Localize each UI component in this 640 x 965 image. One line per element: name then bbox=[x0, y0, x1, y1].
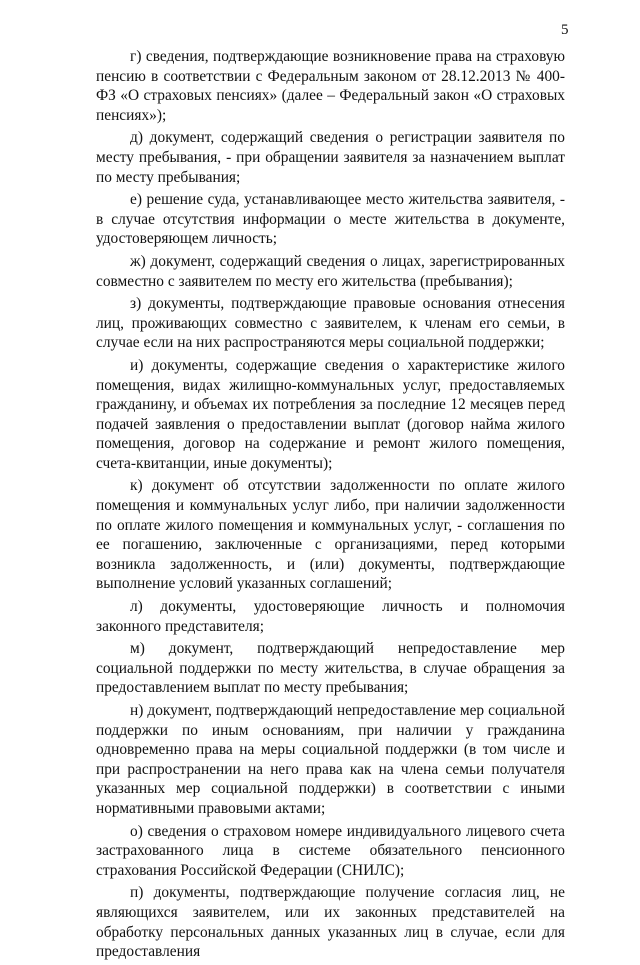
paragraph-g: г) сведения, подтверждающие возникновение права на страховую пенсию в соответствии с Федеральным законом от 28.12.2013 № 400-ФЗ «О страховых пенсиях» (далее – Федеральный закон «О страховых пенсиях»); bbox=[96, 48, 565, 124]
paragraph-m: м) документ, подтверждающий непредоставление мер социальной поддержки по месту жительства, в случае обращения за предоставлением выплат по месту пребывания; bbox=[96, 640, 565, 697]
paragraph-k: к) документ об отсутствии задолженности по оплате жилого помещения и коммунальных услуг либо, при наличии задолженности по оплате жилого помещения и коммунальных услуг, - соглашения по ее погашению, заключенные с организациями, перед которыми возникла задолженность, и (или) документы, подтверждающие выполнение условий указанных соглашений; bbox=[96, 477, 565, 593]
paragraph-zh: ж) документ, содержащий сведения о лицах, зарегистрированных совместно с заявителем по месту его жительства (пребывания); bbox=[96, 252, 565, 290]
paragraph-n: н) документ, подтверждающий непредоставление мер социальной поддержки по иным основаниям, при наличии у гражданина одновременно права на меры социальной поддержки (в том числе и при распространении на него права как на члена семьи получателя указанных мер социальной поддержки) в соответствии с иными нормативными правовыми актами; bbox=[96, 702, 565, 817]
paragraph-d: д) документ, содержащий сведения о регистрации заявителя по месту пребывания, - при обращении заявителя за назначением выплат по месту пребывания; bbox=[96, 129, 565, 186]
page-number: 5 bbox=[561, 22, 569, 38]
document-body bbox=[96, 47, 565, 965]
paragraph-o: о) сведения о страховом номере индивидуального лицевого счета застрахованного лица в системе обязательного пенсионного страхования Российской Федерации (СНИЛС); bbox=[96, 822, 565, 879]
paragraph-e: е) решение суда, устанавливающее место жительства заявителя, - в случае отсутствия информации о месте жительства в документе, удостоверяющем личность; bbox=[96, 191, 565, 248]
paragraph-i: и) документы, содержащие сведения о характеристике жилого помещения, видах жилищно-коммунальных услуг, предоставляемых гражданину, и объемах их потребления за последние 12 месяцев перед подачей заявления о предоставлении выплат (договор найма жилого помещения, договор на содержание и ремонт жилого помещения, счета-квитанции, иные документы); bbox=[96, 356, 565, 472]
paragraph-l: л) документы, удостоверяющие личность и полномочия законного представителя; bbox=[96, 598, 565, 635]
paragraph-p: п) документы, подтверждающие получение согласия лиц, не являющихся заявителем, или их законных представителей на обработку персональных данных указанных лиц в случае, если для предоставления bbox=[96, 884, 565, 961]
paragraph-z: з) документы, подтверждающие правовые основания отнесения лиц, проживающих совместно с заявителем, к членам его семьи, в случае если на них распространяются меры социальной поддержки; bbox=[96, 295, 565, 352]
